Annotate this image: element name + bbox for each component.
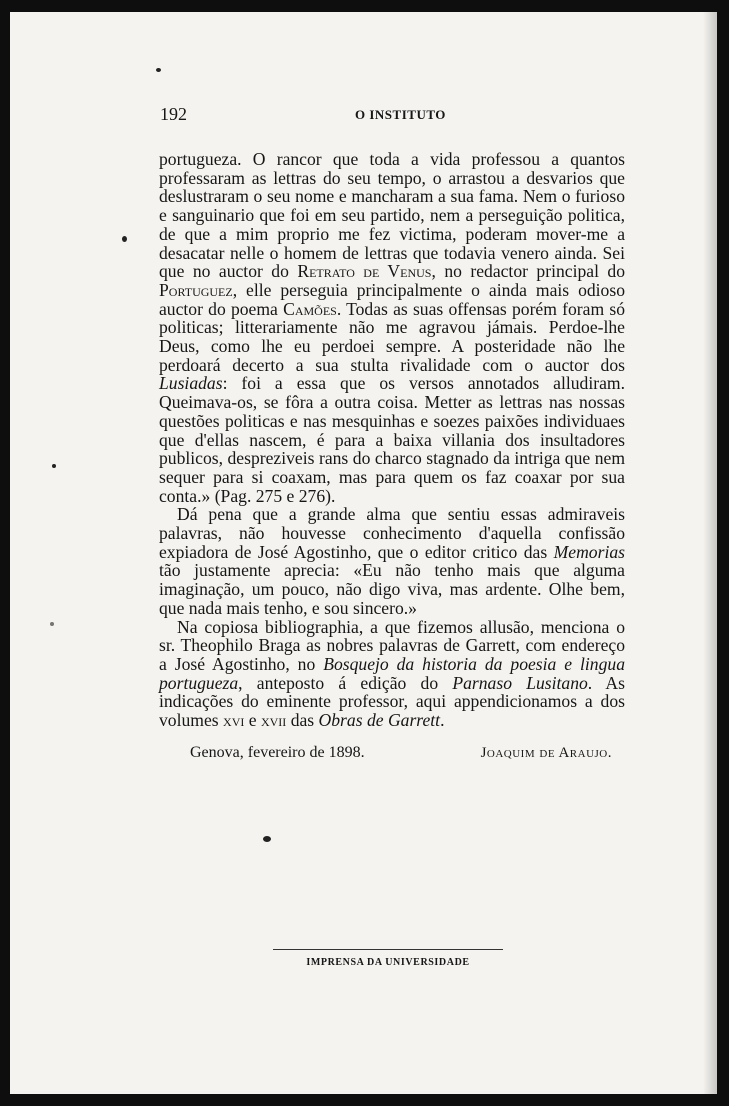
- text-run: Dá pena que a grande alma que sentiu essas admiraveis palavras, não houvesse conhecimento d'aquella confissão expiadora de José Agostinho, que o editor critico das: [159, 504, 625, 562]
- ink-speck: [156, 68, 161, 72]
- text-run: , no redactor principal do: [431, 261, 625, 282]
- text-run: portugueza. O rancor que toda a vida professou a quantos professaram as lettras do seu tempo, o arrastou a desvarios que deslustraram o seu nome e mancharam a sua fama. Nem o furioso e sanguinario que foi em seu partido, nem a perseguição politica, de que a mim proprio me fez victima, poderam mover-me a desacatar nelle o homem de lettras que todavia venero ainda. Sei que no auctor do: [159, 149, 625, 282]
- page-number: 192: [160, 104, 187, 124]
- ink-speck: [50, 622, 54, 626]
- text-run: das: [286, 710, 319, 731]
- italic-run: Obras de Garrett: [318, 710, 441, 731]
- text-run: tão justamente aprecia: «Eu não tenho mais que alguma imaginação, um pouco, não digo viva, mas ardente. Olhe bem, que nada mais tenho, e sou sincero.»: [159, 560, 625, 618]
- printer-imprint: IMPRENSA DA UNIVERSIDADE: [306, 957, 470, 968]
- small-caps-run: Camões: [283, 298, 337, 319]
- italic-run: Bosquejo da historia da poesia e lingua portugueza: [159, 653, 625, 693]
- italic-run: Memorias: [553, 541, 625, 562]
- small-caps-run: xvii: [260, 710, 287, 731]
- place-date: Genova, fevereiro de 1898.: [190, 744, 365, 761]
- text-run: Na copiosa bibliographia, a que fizemos allusão, menciona o sr. Theophilo Braga as nobres palavras de Garrett, com endereço a José Agostinho, no: [159, 616, 625, 674]
- text-run: . Todas as suas offensas porém foram só politicas; litterariamente não me agravou jámais. Perdoe-lhe Deus, como lhe eu perdoei sempre. A posteridade não lhe perdoará decerto a sua stulta rivalidade com o auctor dos: [159, 298, 625, 375]
- text-run: . As indicações do eminente professor, aqui appendicionamos a dos volumes: [159, 672, 625, 731]
- ink-speck: [263, 836, 271, 842]
- page-shadow: [703, 12, 717, 1094]
- footer-rule: [273, 949, 503, 950]
- text-run: , anteposto á edição do: [238, 672, 453, 693]
- text-run: e: [244, 710, 261, 731]
- signature-line: [190, 744, 622, 766]
- text-run: : foi a essa que os versos annotados alludiram. Queimava-os, se fôra a outra coisa. Metter as lettras nas nossas questões politicas e nas mesquinhas e soezes paixões individuaes que d'ellas nascem, é para a baixa villania dos insultadores publicos, despreziveis rans do charco stagnado da intriga que nem sequer para si coaxam, mas para quem os faz coaxar por sua conta.» (Pag. 275 e 276).: [159, 373, 625, 506]
- ink-speck: [122, 236, 127, 242]
- small-caps-run: xvi: [223, 710, 245, 731]
- paragraph-2: [159, 505, 625, 617]
- author-signature: Joaquim de Araujo.: [480, 745, 612, 761]
- text-run: , elle perseguia principalmente o ainda mais odioso auctor do poema: [159, 279, 625, 319]
- running-head: O INSTITUTO: [355, 107, 446, 122]
- italic-run: Lusiadas: [159, 373, 223, 394]
- paragraph-1: [159, 150, 625, 505]
- paragraph-3: [159, 618, 625, 730]
- italic-run: Parnaso Lusitano: [452, 672, 588, 693]
- ink-speck: [52, 464, 56, 468]
- text-run: .: [440, 710, 445, 731]
- small-caps-run: Portuguez: [159, 279, 233, 300]
- page-header: [160, 104, 622, 128]
- body-text: [159, 150, 625, 730]
- book-page: [10, 12, 717, 1094]
- small-caps-run: Retrato de Venus: [297, 261, 432, 282]
